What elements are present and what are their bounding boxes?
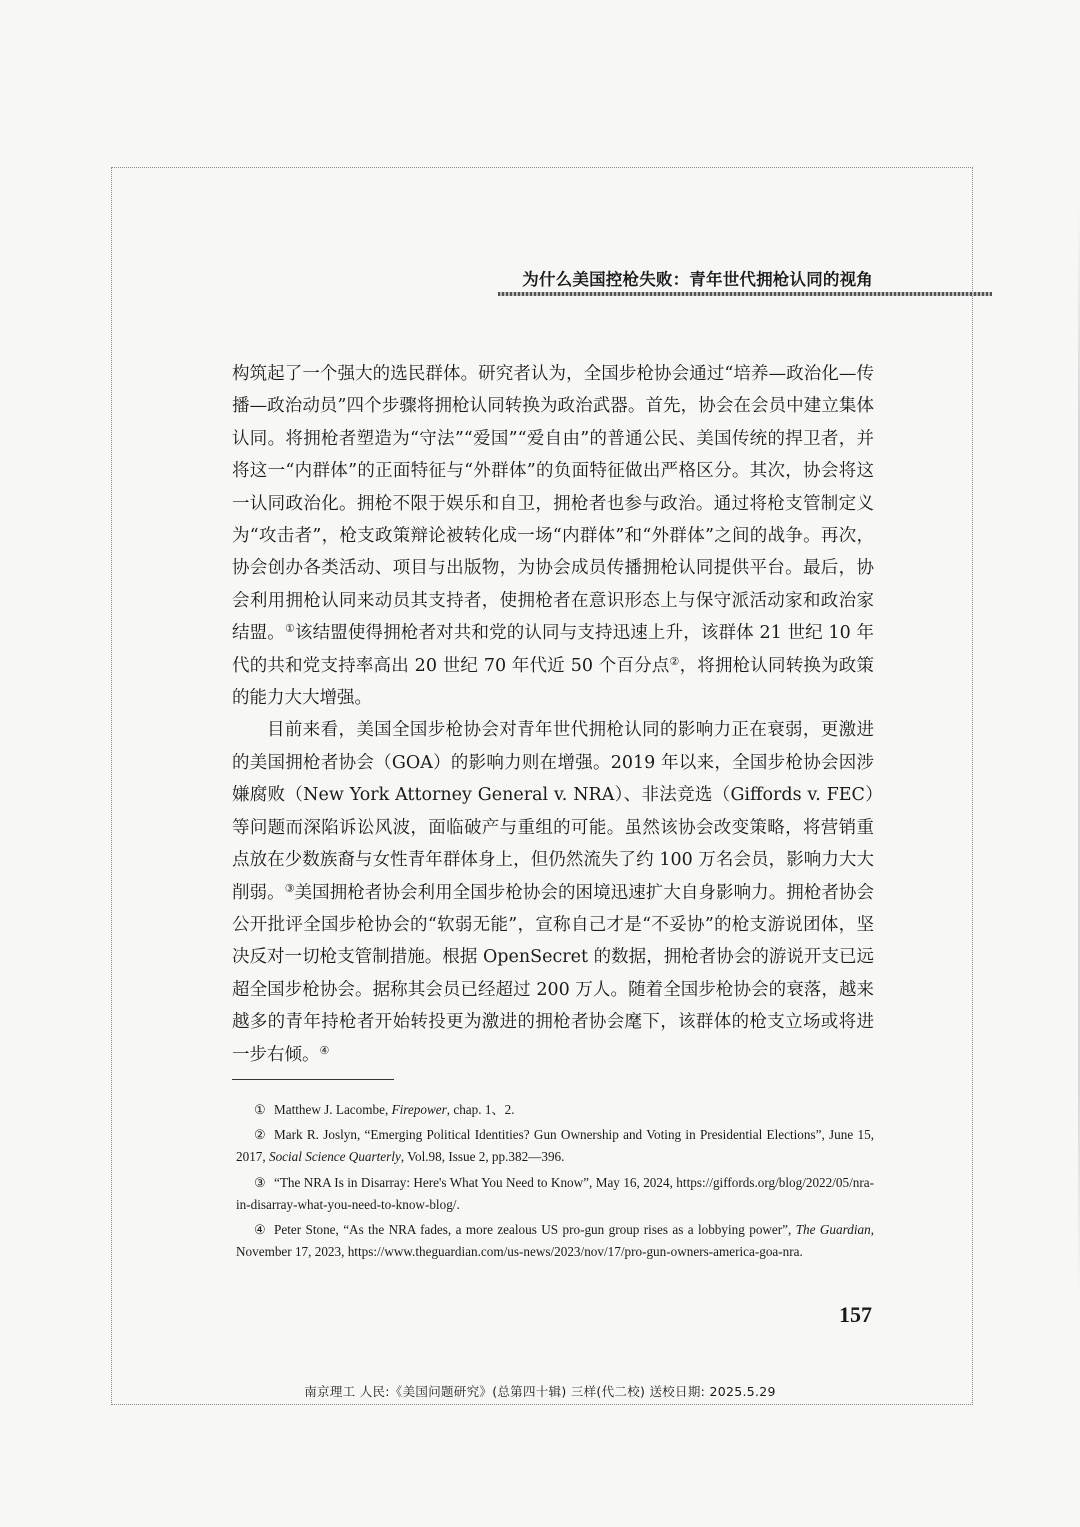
- footnote-3: [236, 1172, 874, 1216]
- footnote-number: ②: [254, 1127, 266, 1143]
- paragraph-1: [232, 358, 874, 714]
- page-number: 157: [839, 1302, 872, 1327]
- footnote-text: Matthew J. Lacombe,: [274, 1102, 392, 1117]
- paragraph-2: [232, 714, 874, 1070]
- paragraph-text: 目前来看，美国全国步枪协会对青年世代拥枪认同的影响力正在衰弱，更激进的美国拥枪者协会（GOA）的影响力则在增强。2019 年以来，全国步枪协会因涉嫌腐败（New York Attorney General v. NRA）、非法竞选（Giffords v. FEC）等问题而深陷诉讼风波，面临破产与重组的可能。虽然该协会改变策略，将营销重点放在少数族裔与女性青年群体身上，但仍然流失了约 100 万名会员，影响力大大削弱。: [232, 720, 874, 903]
- footnote-text: , chap. 1、2.: [446, 1102, 515, 1117]
- footnote-ref: ①: [284, 622, 295, 636]
- paragraph-text: ，将拥枪认同转换为政策的能力大大增强。: [232, 655, 874, 709]
- footnote-title: The Guardian: [795, 1222, 871, 1238]
- body-text: [232, 358, 874, 1071]
- footnote-4: [236, 1219, 874, 1263]
- footnote-title: Firepower: [391, 1102, 447, 1117]
- footnote-text: Mark R. Joslyn, “Emerging Political Identities? Gun Ownership and Voting in Presidential Elections”, June 15, 2017,: [236, 1127, 874, 1165]
- footnote-number: ①: [254, 1102, 266, 1117]
- footnote-text: Peter Stone, “As the NRA fades, a more zealous US pro-gun group rises as a lobbying power”,: [274, 1222, 796, 1238]
- footnotes: [236, 1099, 874, 1263]
- running-header: 为什么美国控枪失败：青年世代拥枪认同的视角: [522, 270, 873, 289]
- print-footer: 南京理工 人民:《美国问题研究》(总第四十辑) 三样(代二校) 送校日期: 2025.5.29: [304, 1384, 776, 1399]
- footnote-title: Social Science Quarterly: [268, 1149, 401, 1165]
- paragraph-text: 该结盟使得拥枪者对共和党的认同与支持迅速上升，该群体 21 世纪 10 年代的共和党支持率高出 20 世纪 70 年代近 50 个百分点: [232, 623, 874, 676]
- footnote-ref: ②: [669, 654, 680, 668]
- footnote-rule: [232, 1079, 394, 1080]
- footnote-number: ④: [254, 1222, 266, 1238]
- footnote-1: [236, 1099, 874, 1121]
- footnote-number: ③: [254, 1174, 266, 1190]
- footnote-text: , November 17, 2023, https://www.theguardian.com/us-news/2023/nov/17/pro-gun-owners-america-goa-nra.: [236, 1222, 874, 1260]
- footnote-ref: ③: [284, 881, 295, 895]
- header-rule: [498, 292, 992, 296]
- footnote-ref: ④: [319, 1043, 330, 1057]
- footnote-2: [236, 1124, 874, 1168]
- paragraph-text: 美国拥枪者协会利用全国步枪协会的困境迅速扩大自身影响力。拥枪者协会公开批评全国步枪协会的“软弱无能”，宣称自己才是“不妥协”的枪支游说团体，坚决反对一切枪支管制措施。根据 OpenSecret 的数据，拥枪者协会的游说开支已远超全国步枪协会。据称其会员已经超过 200 万人。随着全国步枪协会的衰落，越来越多的青年持枪者开始转投更为激进的拥枪者协会麾下，该群体的枪支立场或将进一步右倾。: [232, 882, 874, 1065]
- paragraph-text: 构筑起了一个强大的选民群体。研究者认为，全国步枪协会通过“培养—政治化—传播—政治动员”四个步骤将拥枪认同转换为政治武器。首先，协会在会员中建立集体认同。将拥枪者塑造为“守法”“爱国”“爱自由”的普通公民、美国传统的捍卫者，并将这一“内群体”的正面特征与“外群体”的负面特征做出严格区分。其次，协会将这一认同政治化。拥枪不限于娱乐和自卫，拥枪者也参与政治。通过将枪支管制定义为“攻击者”，枪支政策辩论被转化成一场“内群体”和“外群体”之间的战争。再次，协会创办各类活动、项目与出版物，为协会成员传播拥枪认同提供平台。最后，协会利用拥枪认同来动员其支持者，使拥枪者在意识形态上与保守派活动家和政治家结盟。: [232, 364, 874, 644]
- footnote-text: “The NRA Is in Disarray: Here's What You Need to Know”, May 16, 2024, https://giffords.org/blog/2022/05/nra-in-disarray-what-you-need-to-know-blog/.: [236, 1174, 874, 1212]
- footnote-text: , Vol.98, Issue 2, pp.382—396.: [400, 1149, 565, 1165]
